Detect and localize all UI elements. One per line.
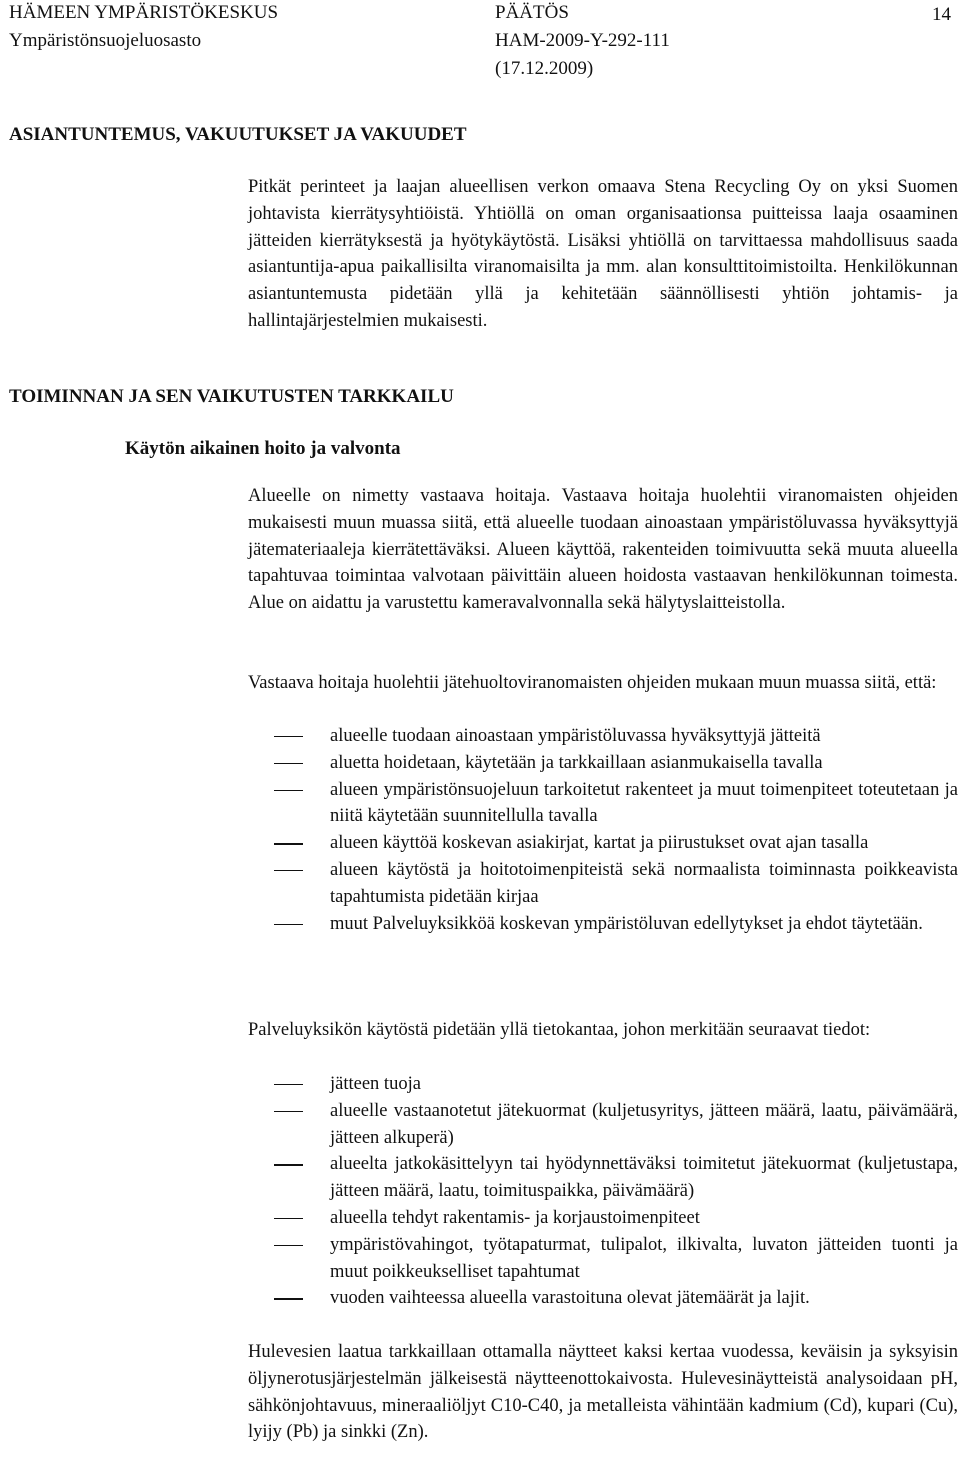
header-doc-type: PÄÄTÖS [495, 2, 569, 23]
dash-bullet-icon [274, 843, 303, 844]
page-number: 14 [932, 4, 951, 25]
expertise-paragraph: Pitkät perinteet ja laajan alueellisen verkon omaava Stena Recycling Oy on yksi Suomen johtavista kierrätysyhtiöistä. Yhtiöllä on oman organisaationsa puitteissa laaja osaaminen jätteiden kierrätyksestä ja hyötykäytöstä. Lisäksi yhtiöllä on tarvittaessa mahdollisuus saada asiantuntija-apua paikallisilta viranomaisilta ja mm. alan konsulttitoimistoilta. Henkilökunnan asiantuntemusta pidetään yllä ja kehitetään säännöllisesti yhtiön johtamis- ja hallintajärjestelmien mukaisesti. [248, 177, 958, 331]
dash-bullet-icon [274, 870, 303, 871]
list-item: alueen käytöstä ja hoitotoimenpiteistä sekä normaalista toiminnasta poikkeavista tapahtumista pidetään kirjaa [248, 857, 958, 911]
dash-bullet-icon [274, 1245, 303, 1246]
supervision-paragraph: Alueelle on nimetty vastaava hoitaja. Vastaava hoitaja huolehtii viranomaisten ohjeiden mukaisesti muun muassa siitä, että alueelle tuodaan ainoastaan ympäristöluvassa hyväksyttyjä jätemateriaaleja kierrätettäväksi. Alueen käyttöä, rakenteiden toimivuutta sekä muuta alueella tapahtuvaa toimintaa valvotaan päivittäin alueen hoidosta vastaavan henkilökunnan toimesta. Alue on aidattu ja varustettu kameravalvonnalla sekä hälytyslaitteistolla. [248, 486, 958, 614]
section-heading-monitoring: TOIMINNAN JA SEN VAIKUTUSTEN TARKKAILU [9, 386, 454, 407]
dash-bullet-icon [274, 1298, 303, 1299]
list-item: alueen käyttöä koskevan asiakirjat, kartat ja piirustukset ovat ajan tasalla [248, 830, 958, 857]
header-org: HÄMEEN YMPÄRISTÖKESKUS [9, 2, 279, 23]
section-heading-expertise: ASIANTUNTEMUS, VAKUUTUKSET JA VAKUUDET [9, 124, 467, 145]
header-dept: Ympäristönsuojeluosasto [9, 30, 202, 51]
list-item: alueelta jatkokäsittelyyn tai hyödynnettäväksi toimitetut jätekuormat (kuljetustapa, jätteen määrä, laatu, toimituspaikka, päivämäärä) [248, 1151, 958, 1205]
list-item: ympäristövahingot, työtapaturmat, tulipalot, ilkivalta, luvaton jätteiden tuonti ja muut poikkeukselliset tapahtumat [248, 1232, 958, 1286]
dash-bullet-icon [274, 1111, 303, 1112]
database-intro: Palveluyksikön käytöstä pidetään yllä tietokantaa, johon merkitään seuraavat tiedot: [248, 1020, 871, 1040]
stormwater-paragraph: Hulevesien laatua tarkkaillaan ottamalla näytteet kaksi kertaa vuodessa, keväisin ja syksyisin öljynerotusjärjestelmän jälkeisestä näytteenottokaivosta. Hulevesinäytteistä analysoidaan pH, sähkönjohtavuus, mineraaliöljyt C10-C40, ja metalleista vähintään kadmium (Cd), kupari (Cu), lyijy (Pb) ja sinkki (Zn). [248, 1342, 958, 1443]
header-doc-id: HAM-2009-Y-292-111 [495, 30, 670, 51]
database-list [248, 1071, 958, 1312]
list-item: aluetta hoidetaan, käytetään ja tarkkaillaan asianmukaisella tavalla [248, 750, 958, 777]
responsibilities-list [248, 723, 958, 937]
dash-bullet-icon [274, 924, 303, 925]
list-item: alueelle vastaanotetut jätekuormat (kuljetusyritys, jätteen määrä, laatu, päivämäärä, jätteen alkuperä) [248, 1098, 958, 1152]
dash-bullet-icon [274, 1164, 303, 1165]
dash-bullet-icon [274, 736, 303, 737]
dash-bullet-icon [274, 763, 303, 764]
responsibilities-intro: Vastaava hoitaja huolehtii jätehuoltoviranomaisten ohjeiden mukaan muun muassa siitä, että: [248, 673, 937, 693]
header-date: (17.12.2009) [495, 58, 594, 79]
list-item: alueella tehdyt rakentamis- ja korjaustoimenpiteet [248, 1205, 958, 1232]
list-item: jätteen tuoja [248, 1071, 958, 1098]
dash-bullet-icon [274, 790, 303, 791]
list-item: vuoden vaihteessa alueella varastoituna olevat jätemäärät ja lajit. [248, 1285, 958, 1312]
subheading-operation-supervision: Käytön aikainen hoito ja valvonta [125, 438, 401, 459]
dash-bullet-icon [274, 1218, 303, 1219]
dash-bullet-icon [274, 1084, 303, 1085]
list-item: alueelle tuodaan ainoastaan ympäristöluvassa hyväksyttyjä jätteitä [248, 723, 958, 750]
list-item: alueen ympäristönsuojeluun tarkoitetut rakenteet ja muut toimenpiteet toteutetaan ja niitä käytetään suunnitellulla tavalla [248, 777, 958, 831]
list-item: muut Palveluyksikköä koskevan ympäristöluvan edellytykset ja ehdot täytetään. [248, 911, 958, 938]
